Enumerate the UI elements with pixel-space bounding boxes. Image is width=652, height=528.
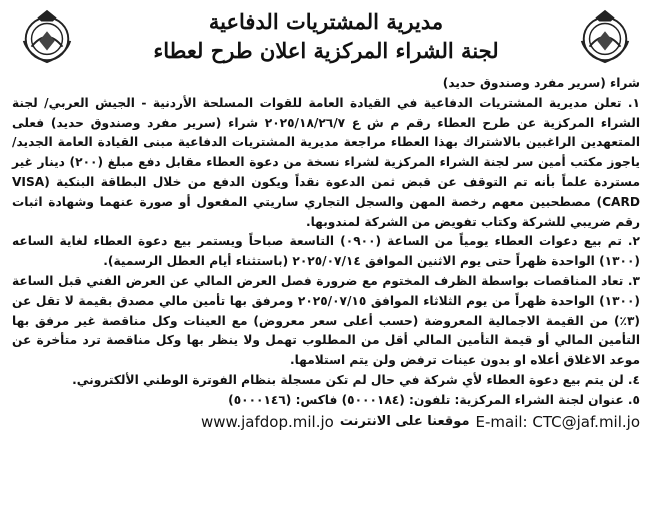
- clause-2: ٢. تم بيع دعوات العطاء يومياً من الساعة (٠٩٠٠) التاسعة صباحاً ويستمر بيع دعوة العطاء لغاية الساعه (١٣٠٠) الواحدة ظهراً حتى يوم الاثنين الموافق ٢٠٢٥/٠٧/١٤ (باستثناء أيام العطل الرسمية).: [12, 234, 640, 269]
- contact-line: [12, 411, 640, 433]
- announcement-body: [12, 74, 640, 411]
- jordan-armed-forces-emblem-icon: [576, 8, 634, 66]
- header: [12, 4, 640, 74]
- directorate-title: مديرية المشتريات الدفاعية: [208, 9, 444, 34]
- website-link[interactable]: www.jafdop.mil.jo: [200, 412, 334, 431]
- email-label: E-mail:: [475, 412, 528, 431]
- email-block: [476, 411, 640, 433]
- email-link[interactable]: CTC@jaf.mil.jo: [532, 412, 640, 431]
- committee-title: لجنة الشراء المركزية اعلان طرح لعطاء: [153, 38, 499, 63]
- clause-3: ٣. تعاد المناقصات بواسطة الظرف المختوم مع ضرورة فصل العرض المالي عن العرض الفني قبل الساعة (١٣٠٠) الواحدة ظهراً من يوم الثلاثاء الموافق ٢٠٢٥/٠٧/١٥ ومرفق بها تأمين مالي مصدق بقيمة لا تقل عن (٣٪) من القيمة الاجمالية المعروضة (حسب أعلى سعر معروض) مع العينات وكل مناقصة غير مرفق بها التأمين المالي أو قيمة التأمين المالي أقل من المطلوب تهمل ولا ينظر بها وكل مناقصة ترد متأخرة عن موعد الاغلاق أعلاه او بدون عينات ترفض ولن يتم استلامها.: [12, 273, 640, 368]
- clause-1: ١. تعلن مديرية المشتريات الدفاعية في القيادة العامة للقوات المسلحة الأردنية - الجيش العربي/ لجنة الشراء المركزية عن طرح العطاء رقم م ش ع ٢٠٢٥/١٨/٢٦/٧ شراء (سرير مفرد وصندوق حديد) فعلى المتعهدين الراغبين بالاشتراك بهذا العطاء مراجعة مديرية المشتريات الدفاعية مبنى القيادة العامة الجديد/ ياجوز مكتب أمين سر لجنة الشراء المركزية لشراء نسخة من دعوة العطاء مقابل دفع مبلغ (٢٠٠) دينار غير مستردة علماً بأنه تم التوقف عن قبض ثمن الدعوة نقداً ويكون الدفع من خلال البطاقة البنكية (VISA CARD) مصطحبين معهم رخصة المهن والسجل التجاري ساريتي المفعول أو صورة عنهما وشهادة اثبات رقم ضريبي للشركة وكتاب تفويض من الشركة لمندوبها.: [12, 95, 640, 229]
- clause-5: ٥. عنوان لجنة الشراء المركزية: تلفون: (٥٠٠٠١٨٤) فاكس: (٥٠٠٠١٤٦): [228, 392, 640, 407]
- subject-line: شراء (سرير مفرد وصندوق حديد): [442, 76, 640, 90]
- website-label: موقعنا على الانترنت: [339, 413, 470, 429]
- jordan-armed-forces-emblem-icon: [18, 8, 76, 66]
- clause-4: ٤. لن يتم بيع دعوة العطاء لأي شركة في حال لم تكن مسجلة بنظام الفوترة الوطني الألكتروني.: [72, 372, 640, 387]
